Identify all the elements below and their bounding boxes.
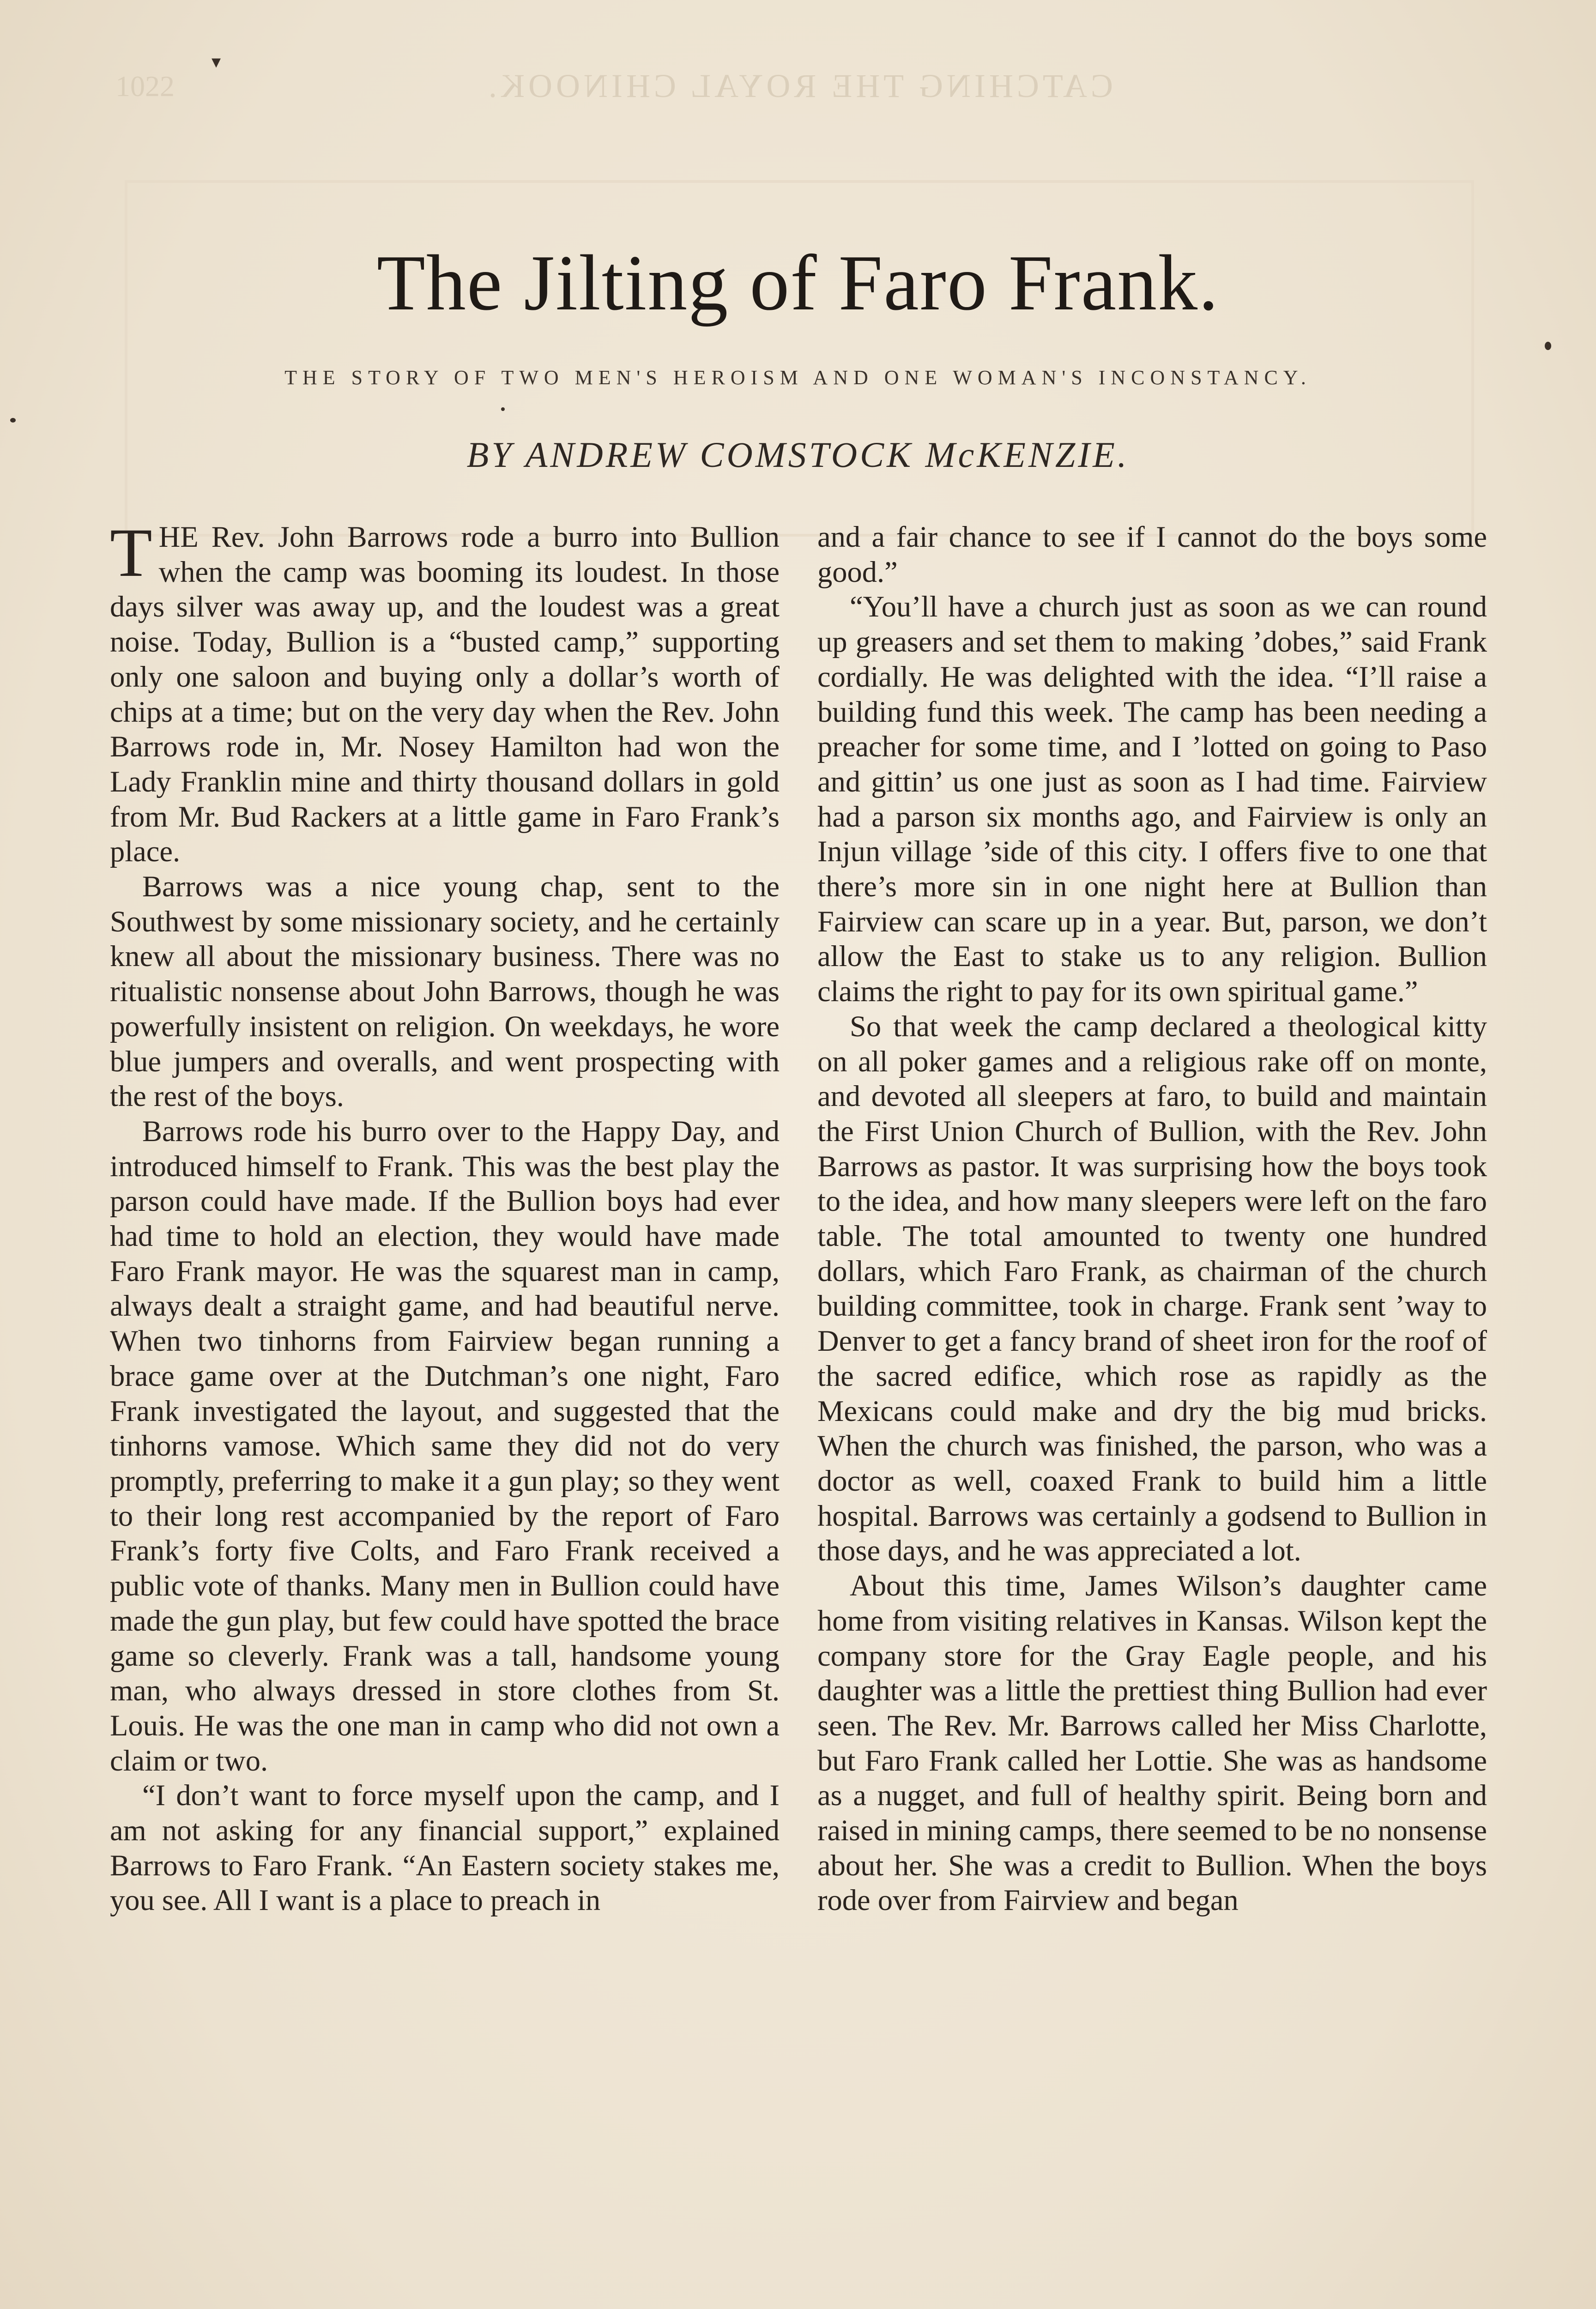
drop-cap: T bbox=[110, 514, 152, 591]
paragraph bbox=[110, 514, 780, 869]
page-mark: ▾ bbox=[212, 51, 221, 72]
paragraph: “I don’t want to force myself upon the camp, and I am not asking for any financial support,” explained Barrows to Faro Frank. “An Eastern society stakes me, you see. All I want is a place to preach in bbox=[110, 1779, 780, 1917]
story-subtitle: THE STORY OF TWO MEN'S HEROISM AND ONE WOMAN'S INCONSTANCY. bbox=[284, 366, 1312, 389]
paragraph: “You’ll have a church just as soon as we can round up greasers and set them to making ’dobes,” said Frank cordially. He was delighted with the idea. “I’ll raise a building fund this week. The camp has been needing a preacher for some time, and I ’lotted on going to Paso and gittin’ us one just as soon as I had time. Fairview had a parson six months ago, and Fairview is only an Injun village ’side of this city. I offers five to one that there’s more sin in one night here at Bullion than Fairview can scare up in a year. But, parson, we don’t allow the East to stake us to any religion. Bullion claims the right to pay for its own spiritual game.” bbox=[817, 590, 1487, 1008]
ink-speck bbox=[501, 407, 505, 411]
bleed-through-frame bbox=[125, 180, 1474, 537]
ink-speck bbox=[1545, 342, 1551, 350]
paragraph: So that week the camp declared a theological kitty on all poker games and a religious rake off on monte, and devoted all sleepers at faro, to build and maintain the First Union Church of Bullion, with the Rev. John Barrows as pastor. It was surprising how the boys took to the idea, and how many sleepers were left on the faro table. The total amounted to twenty one hundred dollars, which Faro Frank, as chairman of the church building committee, took in charge. Frank sent ’way to Denver to get a fancy brand of sheet iron for the roof of the sacred edifice, which rose as rapidly as the Mexicans could make and dry the big mud bricks. When the church was finished, the parson, who was a doctor as well, coaxed Frank to build him a little hospital. Barrows was certainly a godsend to Bullion in those days, and he was appreciated a lot. bbox=[817, 1009, 1487, 1567]
ink-speck bbox=[10, 418, 16, 423]
bleed-through-page-number: 1022 bbox=[115, 70, 175, 103]
paragraph: Barrows was a nice young chap, sent to the Southwest by some missionary society, and he certainly knew all about the missionary business. There was no ritualistic nonsense about John Barrows, though he was powerfully insistent on religion. On weekdays, he wore blue jumpers and overalls, and went prospecting with the rest of the boys. bbox=[110, 870, 780, 1113]
bleed-through-header: CATCHING THE ROYAL CHINOOK. bbox=[485, 67, 1113, 104]
paragraph: About this time, James Wilson’s daughter came home from visiting relatives in Kansas. Wilson kept the company store for the Gray Eagle people, and his daughter was a little the prettiest thing Bullion had ever seen. The Rev. Mr. Barrows called her Miss Charlotte, but Faro Frank called her Lottie. She was as handsome as a nugget, and full of healthy spirit. Being born and raised in mining camps, there seemed to be no nonsense about her. She was a credit to Bullion. When the boys rode over from Fairview and began bbox=[817, 1569, 1487, 1917]
paragraph: and a fair chance to see if I cannot do the boys some good.” bbox=[817, 520, 1487, 588]
story-byline: BY ANDREW COMSTOCK McKENZIE. bbox=[466, 435, 1130, 475]
right-column bbox=[817, 520, 1487, 1918]
paragraph-text: HE Rev. John Barrows rode a burro into Bullion when the camp was booming its loudest. In those days silver was away up, and the loudest was a great noise. Today, Bullion is a “busted camp,” supporting only one saloon and buying only a dollar’s worth of chips at a time; but on the very day when the Rev. John Barrows rode in, Mr. Nosey Hamilton had won the Lady Franklin mine and thirty thousand dollars in gold from Mr. Bud Rackers at a little game in Faro Frank’s place. bbox=[110, 520, 780, 868]
paragraph: Barrows rode his burro over to the Happy Day, and introduced himself to Frank. This was the best play the parson could have made. If the Bullion boys had ever had time to hold an election, they would have made Faro Frank mayor. He was the squarest man in camp, always dealt a straight game, and had beautiful nerve. When two tinhorns from Fairview began running a brace game over at the Dutchman’s one night, Faro Frank investigated the layout, and suggested that the tinhorns vamose. Which same they did not do very promptly, preferring to make it a gun play; so they went to their long rest accompanied by the report of Faro Frank’s forty five Colts, and Faro Frank received a public vote of thanks. Many men in Bullion could have made the gun play, but few could have spotted the brace game so cleverly. Frank was a tall, handsome young man, who always dressed in store clothes from St. Louis. He was the one man in camp who did not own a claim or two. bbox=[110, 1114, 780, 1777]
left-column bbox=[110, 514, 780, 1918]
story-title: The Jilting of Faro Frank. bbox=[376, 239, 1220, 327]
